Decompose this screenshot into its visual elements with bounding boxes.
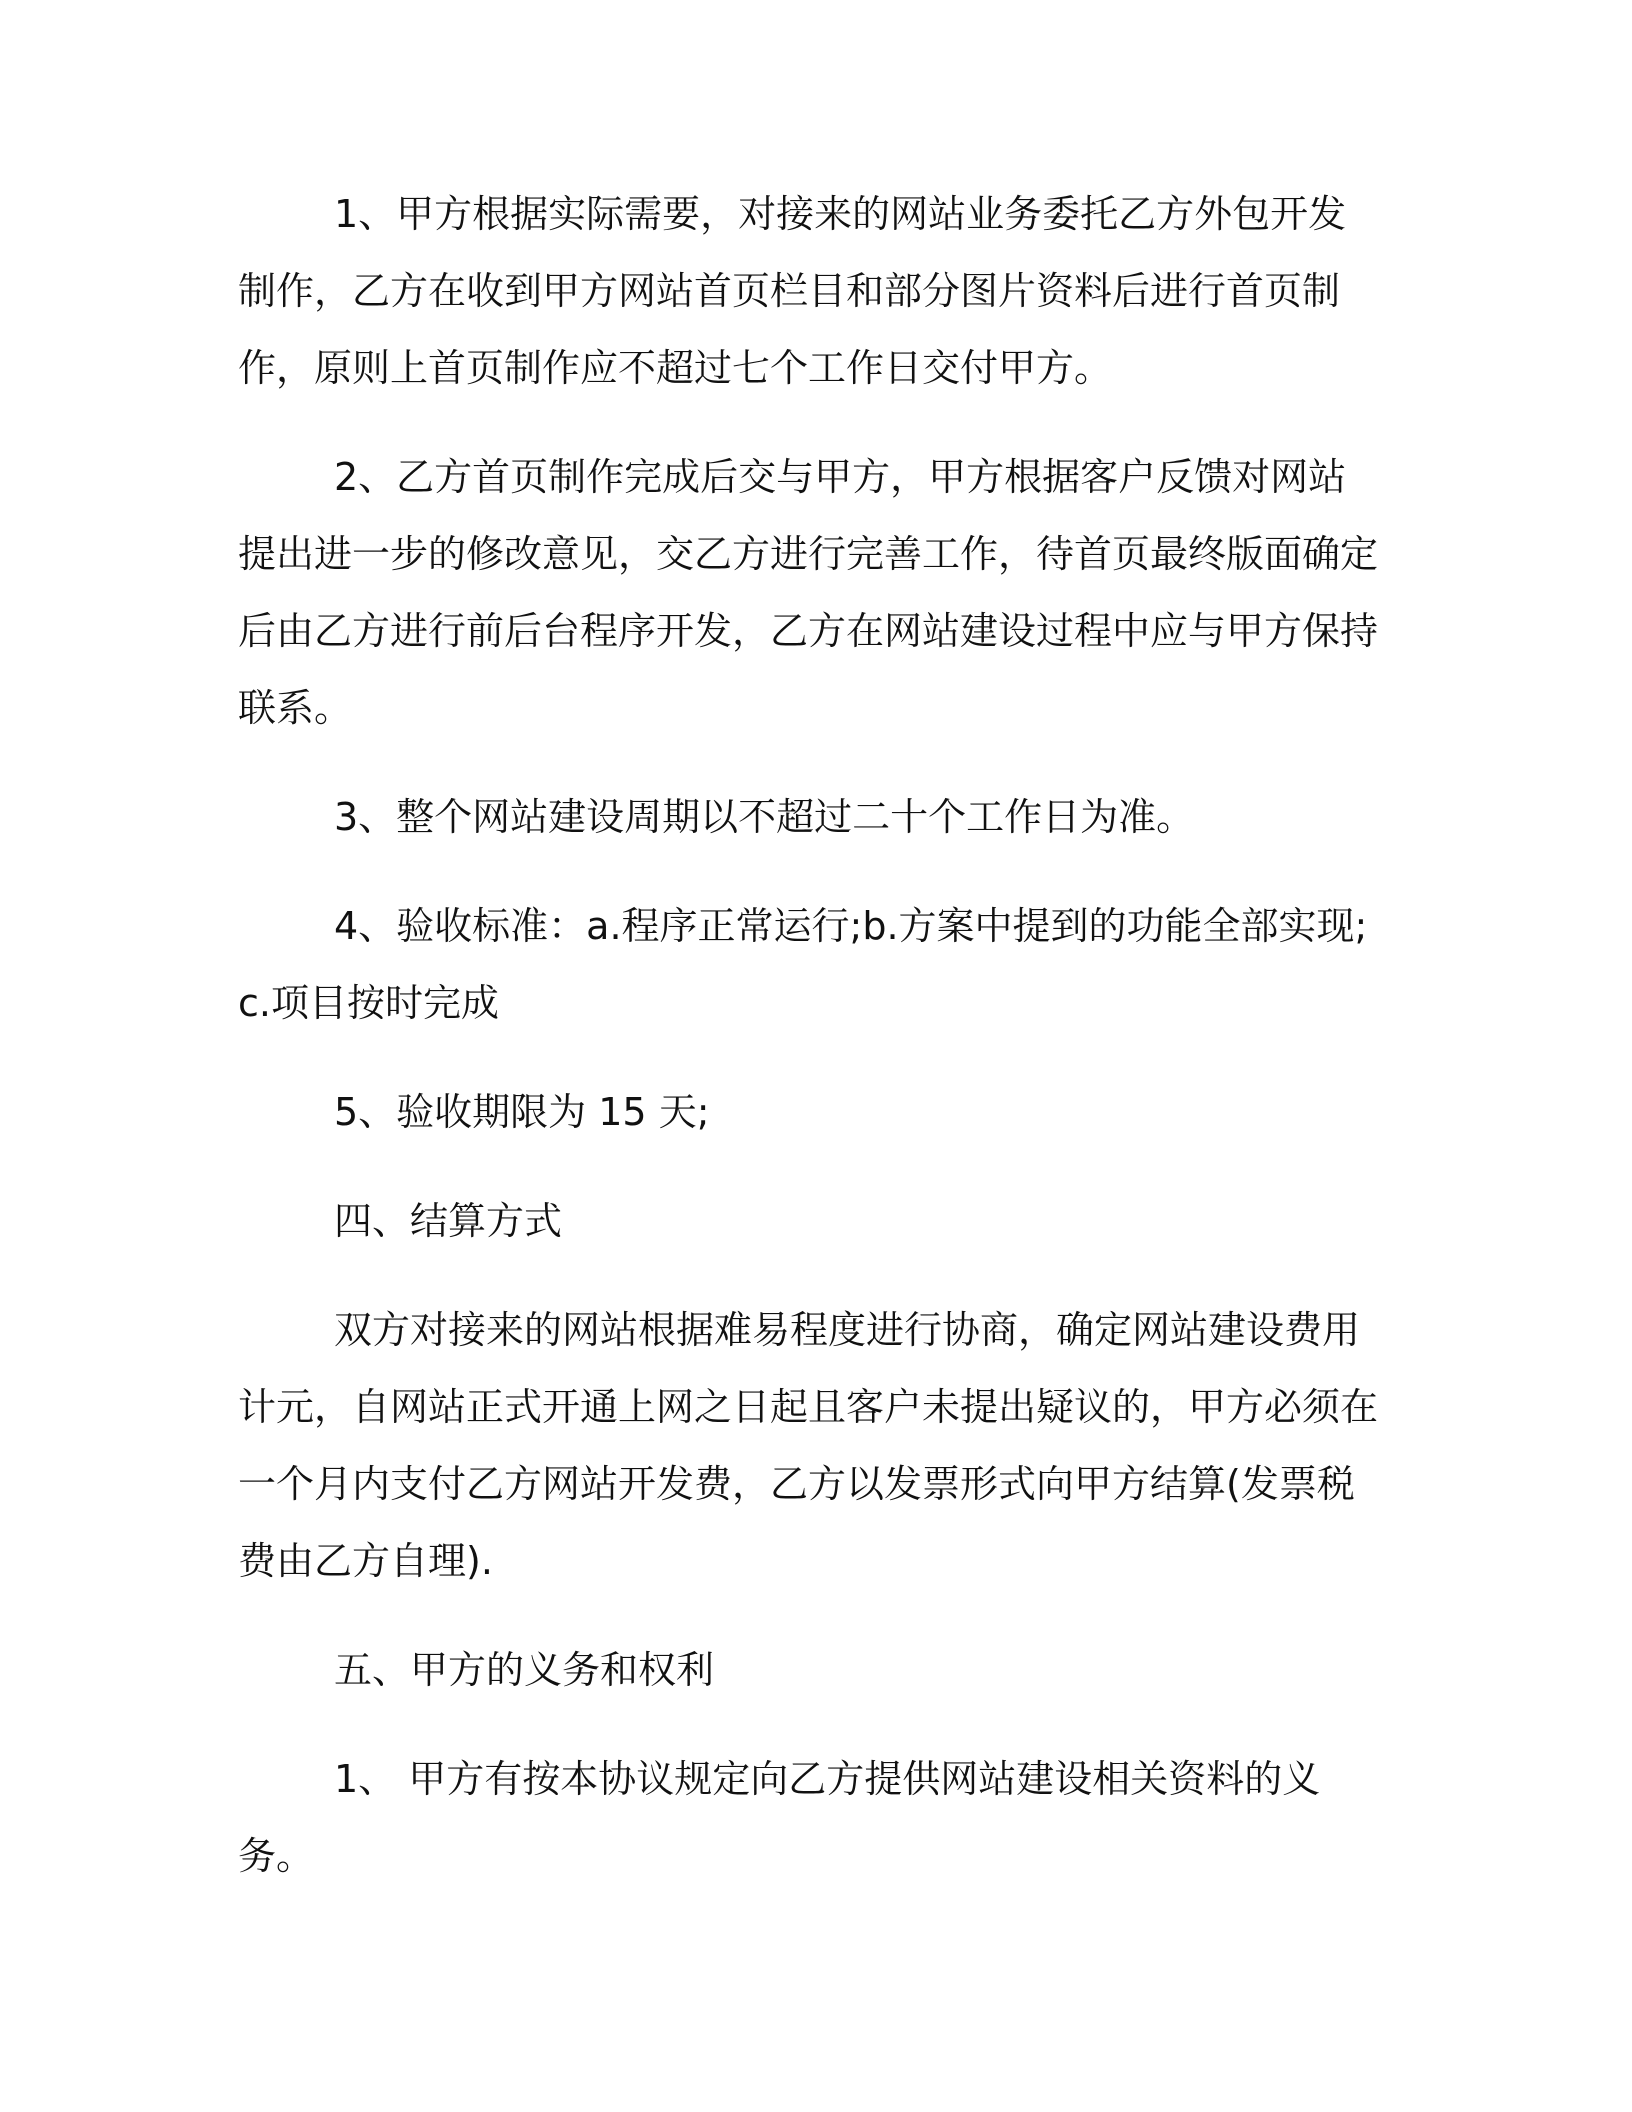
- section-heading: 四、结算方式: [334, 1199, 563, 1243]
- paragraph-gap: [238, 1042, 1378, 1074]
- section-heading: 五、甲方的义务和权利: [334, 1648, 715, 1692]
- clause-paragraph: 2、乙方首页制作完成后交与甲方，甲方根据客户反馈对网站提出进一步的修改意见，交乙方进行完善工作，待首页最终版面确定后由乙方进行前后台程序开发，乙方在网站建设过程中应与甲方保持联系。: [238, 455, 1379, 730]
- clause-paragraph: 双方对接来的网站根据难易程度进行协商，确定网站建设费用计元，自网站正式开通上网之日起且客户未提出疑议的，甲方必须在一个月内支付乙方网站开发费，乙方以发票形式向甲方结算(发票税费由乙方自理).: [238, 1308, 1379, 1583]
- paragraph-gap: [238, 747, 1378, 779]
- clause-paragraph: 4、验收标准：a.程序正常运行;b.方案中提到的功能全部实现;c.项目按时完成: [238, 904, 1368, 1025]
- clause-paragraph: 3、整个网站建设周期以不超过二十个工作日为准。: [334, 795, 1195, 839]
- paragraph-gap: [238, 1151, 1378, 1183]
- clause-paragraph: 1、甲方根据实际需要，对接来的网站业务委托乙方外包开发制作，乙方在收到甲方网站首页栏目和部分图片资料后进行首页制作，原则上首页制作应不超过七个工作日交付甲方。: [238, 192, 1347, 390]
- paragraph-gap: [238, 1600, 1378, 1632]
- paragraph-gap: [238, 1260, 1378, 1292]
- clause-paragraph: 5、验收期限为 15 天;: [334, 1090, 710, 1134]
- paragraph-gap: [238, 1709, 1378, 1741]
- paragraph-gap: [238, 407, 1378, 439]
- document-body: [238, 176, 1378, 1895]
- paragraph-gap: [238, 856, 1378, 888]
- clause-paragraph: 1、 甲方有按本协议规定向乙方提供网站建设相关资料的义务。: [238, 1757, 1321, 1878]
